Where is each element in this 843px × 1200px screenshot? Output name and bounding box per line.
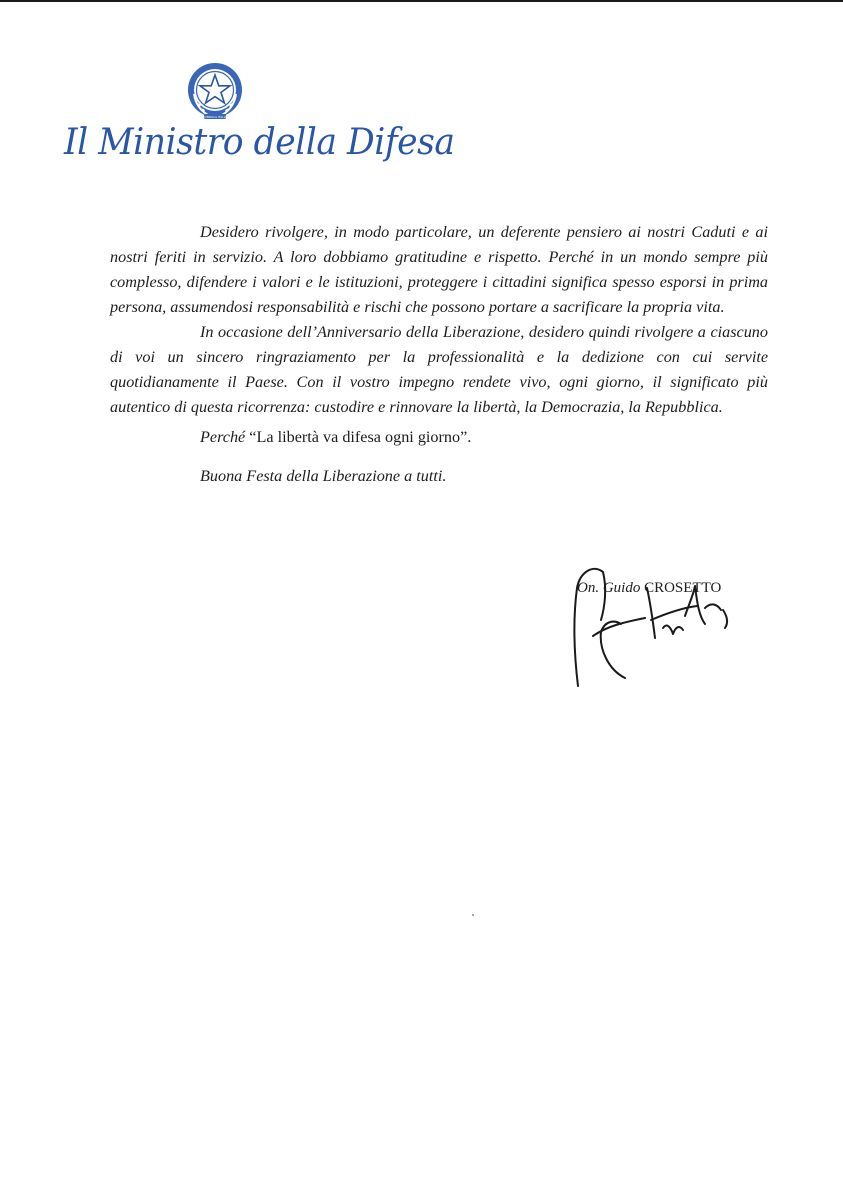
quote-text: “La libertà va difesa ogni giorno”. <box>249 428 472 446</box>
page-edge <box>0 0 843 2</box>
quote-line <box>200 428 471 447</box>
signatory-surname: CROSETTO <box>644 580 722 596</box>
quote-intro: Perché <box>200 428 246 446</box>
body-paragraph-1: Desidero rivolgere, in modo particolare, un deferente pensiero ai nostri Caduti e ai nostri feriti in servizio. A loro dobbiamo gratitudine e rispetto. Perché in un mondo sempre più complesso, difendere i valori e le istituzioni, proteggere i cittadini significa spesso esporsi in prima persona, assumendosi responsabilità e rischi che possono portare a sacrificare la propria vita. <box>110 223 768 316</box>
handwritten-signature <box>565 558 755 693</box>
letterhead-title: Il Ministro della Difesa <box>64 122 455 163</box>
closing-line <box>200 467 446 486</box>
signatory-prefix: On. Guido <box>577 580 641 596</box>
closing-text: Buona Festa della Liberazione a tutti. <box>200 467 447 485</box>
emblem-of-italy-icon <box>186 60 244 122</box>
paper-speck <box>472 914 474 916</box>
emblem-ring-text: REPUBBLICA ITALIANA <box>199 115 231 119</box>
body-paragraph-2: In occasione dell’Anniversario della Liberazione, desidero quindi rivolgere a ciascuno di voi un sincero ringraziamento per la professionalità e la dedizione con cui servite quotidianamente il Paese. Con il vostro impegno rendete vivo, ogni giorno, il significato più autentico di questa ricorrenza: custodire e rinnovare la libertà, la Democrazia, la Repubblica. <box>110 323 768 416</box>
